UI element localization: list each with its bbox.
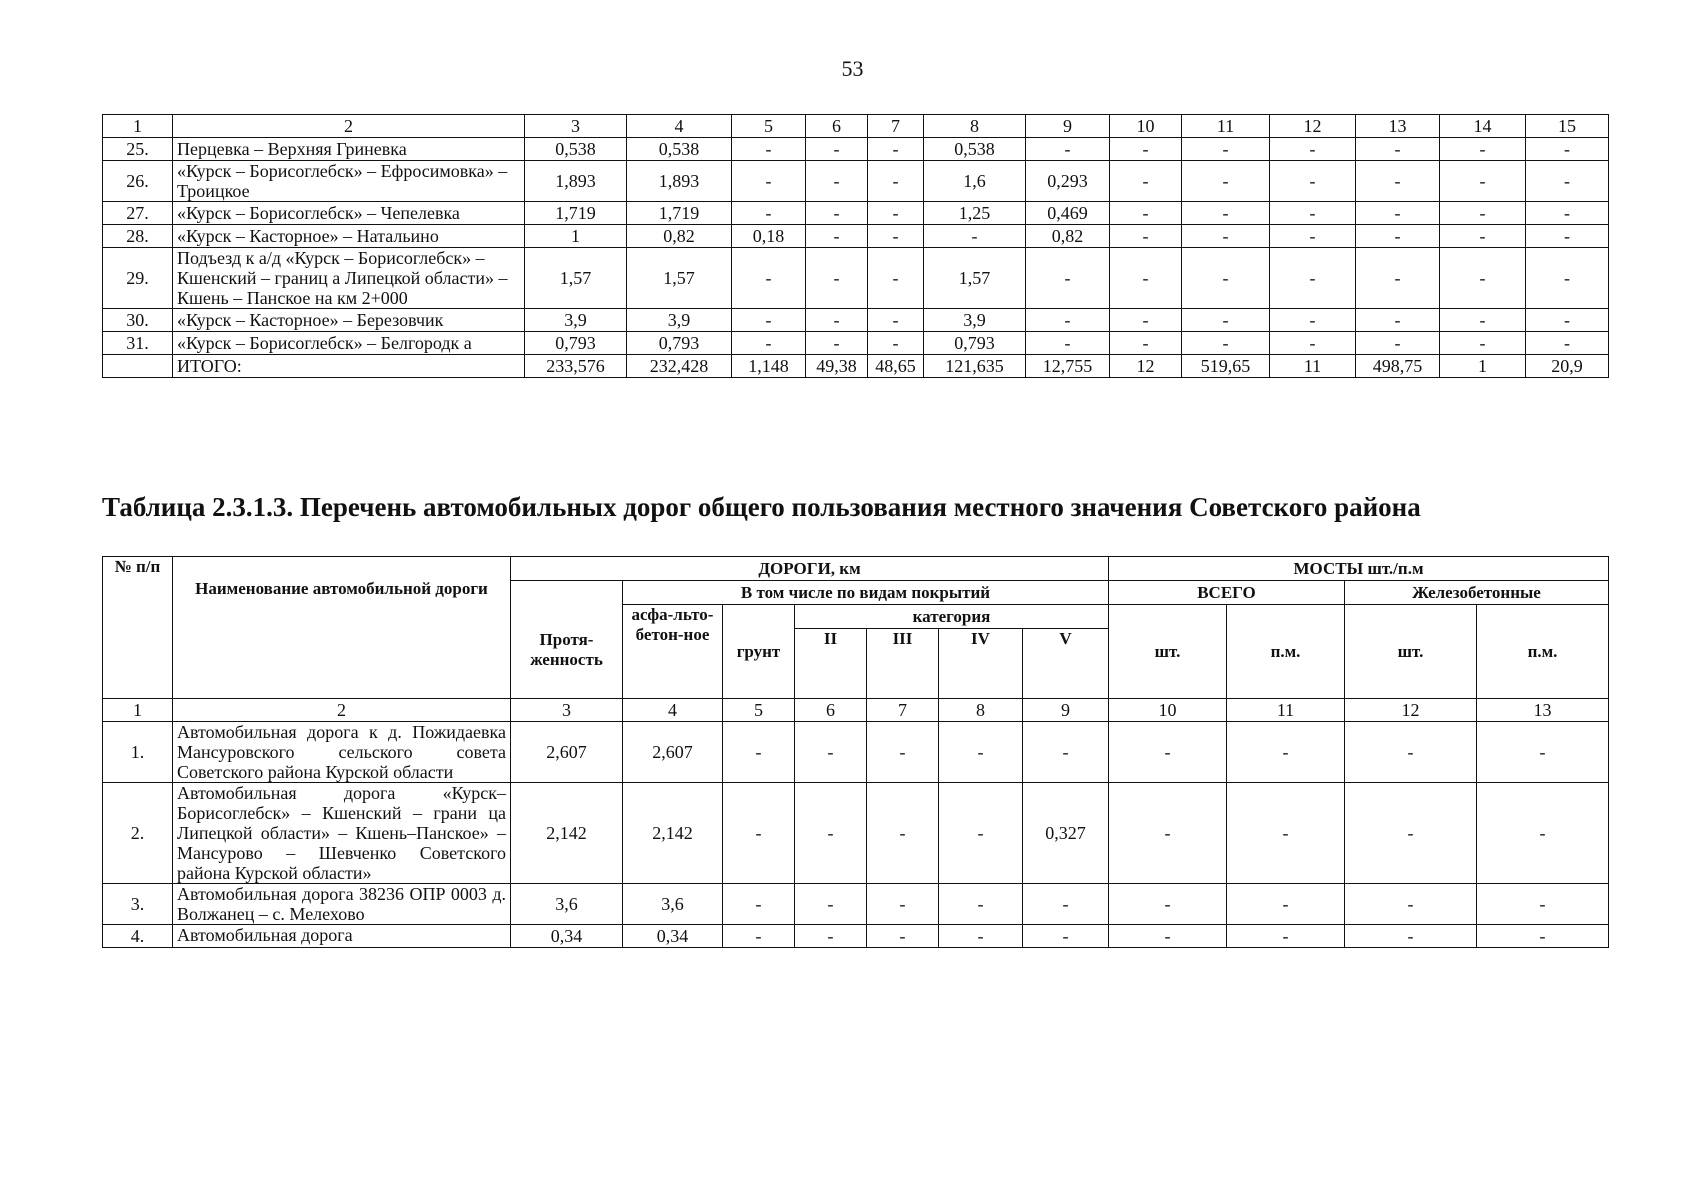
header-cat-2: II <box>795 629 867 699</box>
column-number-cell: 13 <box>1356 115 1440 138</box>
table-cell: - <box>924 225 1026 248</box>
table-cell: 3,6 <box>623 884 723 925</box>
table-cell: 27. <box>103 202 173 225</box>
total-cell: 1 <box>1440 355 1526 378</box>
table-cell: - <box>795 722 867 783</box>
table-cell: - <box>1526 138 1609 161</box>
total-cell: 11 <box>1270 355 1356 378</box>
table-cell: - <box>723 783 795 884</box>
table-cell: - <box>806 309 868 332</box>
column-number-cell: 4 <box>623 699 723 722</box>
table-cell: - <box>723 884 795 925</box>
table-row <box>103 309 1609 332</box>
table-cell: - <box>1477 722 1609 783</box>
table-cell: 1,57 <box>924 248 1026 309</box>
table-cell: - <box>868 161 924 202</box>
road-name-cell: «Курск – Борисоглебск» – Белгородк а <box>173 332 525 355</box>
column-number-cell: 11 <box>1227 699 1345 722</box>
column-number-cell: 14 <box>1440 115 1526 138</box>
table-cell: 0,793 <box>525 332 627 355</box>
total-row <box>103 355 1609 378</box>
table-cell: - <box>1227 925 1345 948</box>
header-by-cover: В том числе по видам покрытий <box>623 581 1109 605</box>
header-pm-1: п.м. <box>1227 605 1345 699</box>
table-cell: - <box>1270 225 1356 248</box>
column-number-row <box>103 699 1609 722</box>
table-cell: - <box>806 225 868 248</box>
column-number-cell: 7 <box>867 699 939 722</box>
header-cat-3: III <box>867 629 939 699</box>
table-cell: - <box>1356 138 1440 161</box>
table-cell: 3,9 <box>525 309 627 332</box>
header-category: категория <box>795 605 1109 629</box>
table-cell: - <box>1440 161 1526 202</box>
table-cell: - <box>1182 332 1270 355</box>
table-cell: 3,9 <box>924 309 1026 332</box>
table-cell: - <box>732 161 806 202</box>
table-cell: 1,719 <box>627 202 732 225</box>
table-cell: - <box>1227 722 1345 783</box>
header-bridges-concrete: Железобетонные <box>1345 581 1609 605</box>
road-name-cell: Автомобильная дорога 38236 ОПР 0003 д. Волжанец – с. Мелехово <box>173 884 511 925</box>
table-cell: 30. <box>103 309 173 332</box>
table-cell: 4. <box>103 925 173 948</box>
column-number-cell: 10 <box>1109 699 1227 722</box>
road-name-cell: Автомобильная дорога <box>173 925 511 948</box>
table-cell: - <box>1109 783 1227 884</box>
table-cell: 1,893 <box>627 161 732 202</box>
header-cat-4: IV <box>939 629 1023 699</box>
table-cell: - <box>1023 925 1109 948</box>
table-cell: - <box>1356 161 1440 202</box>
table-cell: 0,793 <box>627 332 732 355</box>
table-cell: - <box>1526 332 1609 355</box>
table-cell: 2,607 <box>511 722 623 783</box>
road-name-cell: «Курск – Касторное» – Натальино <box>173 225 525 248</box>
total-cell: 20,9 <box>1526 355 1609 378</box>
table-cell: - <box>1110 161 1182 202</box>
table-cell: 28. <box>103 225 173 248</box>
table-cell: 0,793 <box>924 332 1026 355</box>
table-cell: - <box>1109 925 1227 948</box>
table-row <box>103 925 1609 948</box>
table-cell: - <box>867 783 939 884</box>
header-asphalt: асфа-льто-бетон-ное <box>623 605 723 699</box>
table-cell: - <box>1356 225 1440 248</box>
table-cell: - <box>1026 332 1110 355</box>
table-cell: 0,34 <box>623 925 723 948</box>
table-cell: - <box>1182 202 1270 225</box>
table-cell: 2. <box>103 783 173 884</box>
local-roads-table <box>102 556 1609 948</box>
table-cell: - <box>1270 161 1356 202</box>
table-cell: 1 <box>525 225 627 248</box>
column-number-cell: 3 <box>525 115 627 138</box>
column-number-cell: 10 <box>1110 115 1182 138</box>
road-name-cell: «Курск – Касторное» – Березовчик <box>173 309 525 332</box>
column-number-cell: 3 <box>511 699 623 722</box>
column-number-cell: 8 <box>924 115 1026 138</box>
table-cell: - <box>868 309 924 332</box>
table-cell: - <box>1526 248 1609 309</box>
road-name-cell: Автомобильная дорога «Курск–Борисоглебск» – Кшенский – грани ца Липецкой области» – Кшень–Панское» – Мансурово – Шевченко Советского района Курской области» <box>173 783 511 884</box>
table-cell: 26. <box>103 161 173 202</box>
table-cell: - <box>1356 332 1440 355</box>
table-row <box>103 332 1609 355</box>
table-cell: - <box>1356 248 1440 309</box>
table-cell: - <box>1477 884 1609 925</box>
column-number-cell: 6 <box>806 115 868 138</box>
table-cell: 0,538 <box>525 138 627 161</box>
table-cell: - <box>1526 225 1609 248</box>
table-cell: - <box>1110 202 1182 225</box>
table-cell: - <box>723 722 795 783</box>
table-cell: - <box>1110 225 1182 248</box>
table-cell: - <box>939 722 1023 783</box>
table-cell: - <box>939 783 1023 884</box>
column-number-cell: 5 <box>732 115 806 138</box>
table-cell: 1. <box>103 722 173 783</box>
table-cell: - <box>1345 884 1477 925</box>
table-cell: 1,893 <box>525 161 627 202</box>
road-name-cell: Подъезд к а/д «Курск – Борисоглебск» – Кшенский – границ а Липецкой области» – Кшень – Панское на км 2+000 <box>173 248 525 309</box>
table-cell: - <box>1270 309 1356 332</box>
table-cell: 0,82 <box>1026 225 1110 248</box>
column-number-cell: 6 <box>795 699 867 722</box>
table-cell: - <box>806 202 868 225</box>
table-row <box>103 202 1609 225</box>
table-cell: - <box>795 783 867 884</box>
table-cell: - <box>1109 884 1227 925</box>
table-cell: - <box>1023 722 1109 783</box>
table-row <box>103 225 1609 248</box>
header-num: № п/п <box>103 557 173 699</box>
table-cell: - <box>1345 722 1477 783</box>
table-cell: 1,719 <box>525 202 627 225</box>
table-cell: - <box>732 309 806 332</box>
table-cell: - <box>1026 309 1110 332</box>
table-cell: 2,142 <box>511 783 623 884</box>
road-name-cell: «Курск – Борисоглебск» – Чепелевка <box>173 202 525 225</box>
table-cell: - <box>732 202 806 225</box>
table-cell: - <box>1440 202 1526 225</box>
table-cell: - <box>868 225 924 248</box>
table-cell: 1,25 <box>924 202 1026 225</box>
table-cell: - <box>806 161 868 202</box>
table-cell: - <box>1440 309 1526 332</box>
column-number-cell: 9 <box>1023 699 1109 722</box>
table-cell: 0,327 <box>1023 783 1109 884</box>
table-cell: 0,538 <box>924 138 1026 161</box>
table-cell: - <box>1526 309 1609 332</box>
table-cell: 0,82 <box>627 225 732 248</box>
road-name-cell: Автомобильная дорога к д. Пожидаевка Мансуровского сельского совета Советского района Курской области <box>173 722 511 783</box>
page-number: 53 <box>841 56 864 81</box>
table-cell: - <box>1110 248 1182 309</box>
table-cell: - <box>723 925 795 948</box>
header-bridges: МОСТЫ шт./п.м <box>1109 557 1609 581</box>
table-cell: - <box>868 332 924 355</box>
table-cell: - <box>868 202 924 225</box>
table-cell: - <box>1182 225 1270 248</box>
table-cell: - <box>732 332 806 355</box>
total-cell: 121,635 <box>924 355 1026 378</box>
header-bridges-total: ВСЕГО <box>1109 581 1345 605</box>
total-cell: 48,65 <box>868 355 924 378</box>
table-cell: - <box>1526 161 1609 202</box>
table-cell: - <box>867 722 939 783</box>
table-cell: - <box>1345 925 1477 948</box>
table-cell: 2,607 <box>623 722 723 783</box>
table-cell: - <box>795 884 867 925</box>
table-cell: 25. <box>103 138 173 161</box>
column-number-cell: 12 <box>1345 699 1477 722</box>
column-number-cell: 13 <box>1477 699 1609 722</box>
table-cell: 3,6 <box>511 884 623 925</box>
table-cell: - <box>1270 138 1356 161</box>
table-cell: - <box>1227 783 1345 884</box>
table-cell: - <box>1227 884 1345 925</box>
table-row <box>103 884 1609 925</box>
table-cell: - <box>1023 884 1109 925</box>
roads-table-continued <box>102 114 1609 378</box>
table-row <box>103 161 1609 202</box>
table-cell: - <box>868 248 924 309</box>
table-cell: - <box>867 925 939 948</box>
table-cell: 0,538 <box>627 138 732 161</box>
total-cell: 12,755 <box>1026 355 1110 378</box>
table-cell: - <box>1109 722 1227 783</box>
table-cell: - <box>1270 332 1356 355</box>
table-cell: 3,9 <box>627 309 732 332</box>
column-number-cell: 1 <box>103 699 173 722</box>
column-number-cell: 15 <box>1526 115 1609 138</box>
table-cell: 1,57 <box>627 248 732 309</box>
table-cell: - <box>939 925 1023 948</box>
total-cell: 498,75 <box>1356 355 1440 378</box>
table-cell: 3. <box>103 884 173 925</box>
table-cell: 0,293 <box>1026 161 1110 202</box>
table-row <box>103 722 1609 783</box>
table-cell: - <box>1356 309 1440 332</box>
header-road-name: Наименование автомобильной дороги <box>173 557 511 699</box>
table-cell: - <box>1110 138 1182 161</box>
total-cell: 1,148 <box>732 355 806 378</box>
column-number-cell: 9 <box>1026 115 1110 138</box>
header-sht-1: шт. <box>1109 605 1227 699</box>
column-number-cell: 2 <box>173 699 511 722</box>
table-cell: - <box>1440 248 1526 309</box>
table-cell: 29. <box>103 248 173 309</box>
column-number-cell: 12 <box>1270 115 1356 138</box>
road-name-cell: «Курск – Борисоглебск» – Ефросимовка» – Троицкое <box>173 161 525 202</box>
table-title: Таблица 2.3.1.3. Перечень автомобильных дорог общего пользования местного значения Советского района <box>102 492 1421 522</box>
table-cell: - <box>806 138 868 161</box>
road-name-cell: Перцевка – Верхняя Гриневка <box>173 138 525 161</box>
column-number-cell: 2 <box>173 115 525 138</box>
table-cell: - <box>1477 783 1609 884</box>
table-cell: - <box>1026 138 1110 161</box>
header-ground: грунт <box>723 605 795 699</box>
column-number-cell: 11 <box>1182 115 1270 138</box>
header-length: Протя-женность <box>511 581 623 699</box>
table-cell: 1,6 <box>924 161 1026 202</box>
total-cell: 232,428 <box>627 355 732 378</box>
table-cell: - <box>795 925 867 948</box>
table-row <box>103 248 1609 309</box>
header-pm-2: п.м. <box>1477 605 1609 699</box>
total-cell: 233,576 <box>525 355 627 378</box>
table-cell: - <box>1526 202 1609 225</box>
table-cell: 1,57 <box>525 248 627 309</box>
table-cell: 0,469 <box>1026 202 1110 225</box>
table-cell: - <box>1356 202 1440 225</box>
table-cell: 2,142 <box>623 783 723 884</box>
table-cell: 0,34 <box>511 925 623 948</box>
table-cell: - <box>732 138 806 161</box>
table-cell: - <box>867 884 939 925</box>
total-label: ИТОГО: <box>173 355 525 378</box>
table-row <box>103 138 1609 161</box>
header-roads: ДОРОГИ, км <box>511 557 1109 581</box>
table-cell: - <box>1270 248 1356 309</box>
header-cat-5: V <box>1023 629 1109 699</box>
table-cell: 31. <box>103 332 173 355</box>
table-cell: - <box>1182 248 1270 309</box>
table-cell: - <box>1026 248 1110 309</box>
table-cell: - <box>1440 138 1526 161</box>
table-cell: - <box>806 248 868 309</box>
table-cell: - <box>806 332 868 355</box>
column-number-cell: 5 <box>723 699 795 722</box>
table-cell: - <box>1110 309 1182 332</box>
table-cell: - <box>1477 925 1609 948</box>
table-cell: - <box>1182 161 1270 202</box>
column-number-cell: 1 <box>103 115 173 138</box>
table-cell: - <box>1110 332 1182 355</box>
table-cell: - <box>1440 225 1526 248</box>
table-cell: - <box>1182 138 1270 161</box>
header-sht-2: шт. <box>1345 605 1477 699</box>
table-cell: - <box>868 138 924 161</box>
column-number-cell: 8 <box>939 699 1023 722</box>
total-cell <box>103 355 173 378</box>
total-cell: 12 <box>1110 355 1182 378</box>
column-number-cell: 7 <box>868 115 924 138</box>
column-number-cell: 4 <box>627 115 732 138</box>
table-cell: - <box>939 884 1023 925</box>
table-cell: - <box>732 248 806 309</box>
column-number-row <box>103 115 1609 138</box>
table-cell: - <box>1270 202 1356 225</box>
table-cell: - <box>1182 309 1270 332</box>
table-cell: - <box>1440 332 1526 355</box>
total-cell: 519,65 <box>1182 355 1270 378</box>
table-cell: - <box>1345 783 1477 884</box>
table-row <box>103 783 1609 884</box>
table-cell: 0,18 <box>732 225 806 248</box>
total-cell: 49,38 <box>806 355 868 378</box>
